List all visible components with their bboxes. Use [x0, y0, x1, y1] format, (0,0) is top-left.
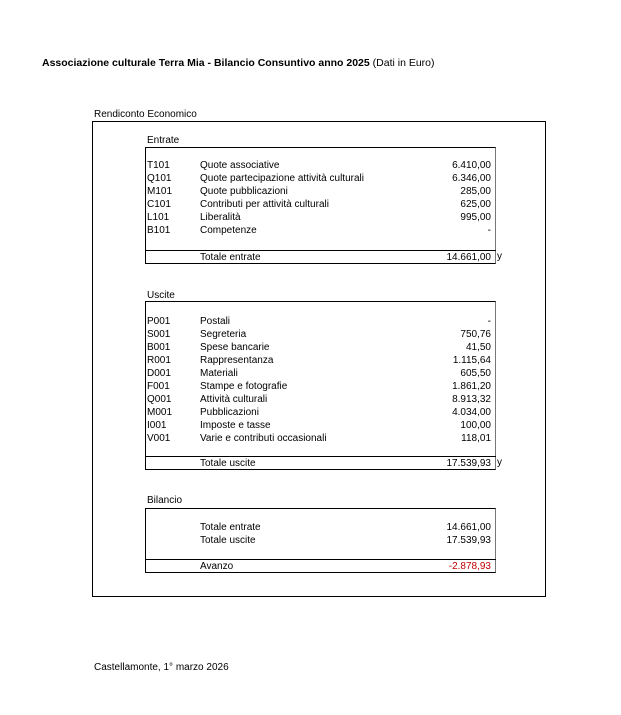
table-row: [146, 534, 495, 547]
row-code: T101: [147, 160, 170, 171]
row-code: V001: [147, 433, 171, 444]
row-code: L101: [147, 212, 170, 223]
row-code: M101: [147, 186, 173, 197]
row-desc: Spese bancarie: [200, 342, 270, 353]
row-amount: 118,01: [461, 433, 491, 444]
row-amount: 625,00: [460, 199, 491, 210]
row-desc: Quote pubblicazioni: [200, 186, 288, 197]
row-desc: Stampe e fotografie: [200, 381, 288, 392]
entrate-label: Entrate: [147, 135, 180, 146]
row-code: I001: [147, 420, 167, 431]
table-row: [146, 406, 495, 419]
row-amount: 17.539,93: [446, 535, 491, 546]
uscite-mark: y: [497, 457, 502, 468]
title-main: Associazione culturale Terra Mia - Bilancio Consuntivo anno 2025: [42, 57, 370, 69]
row-amount: 8.913,32: [452, 394, 491, 405]
bilancio-label: Bilancio: [147, 495, 183, 506]
row-amount: 4.034,00: [452, 407, 491, 418]
row-desc: Quote associative: [200, 160, 280, 171]
row-desc: Segreteria: [200, 329, 247, 340]
row-desc: Postali: [200, 316, 231, 327]
row-amount: 1.861,20: [452, 381, 491, 392]
total-row: [146, 457, 495, 470]
row-desc: Liberalità: [200, 212, 241, 223]
row-amount: 285,00: [460, 186, 491, 197]
table-row: [146, 211, 495, 224]
document-title: [42, 57, 435, 69]
table-row: [146, 380, 495, 393]
row-code: S001: [147, 329, 171, 340]
table-row: [146, 354, 495, 367]
total-label: Totale entrate: [200, 252, 261, 263]
table-row: [146, 185, 495, 198]
row-code: Q101: [147, 173, 172, 184]
table-row: [146, 367, 495, 380]
table-row: [146, 341, 495, 354]
row-code: R001: [147, 355, 171, 366]
row-desc: Varie e contributi occasionali: [200, 433, 327, 444]
row-amount: 750,76: [460, 329, 491, 340]
bilancio-table: [145, 508, 496, 573]
row-desc: Attività culturali: [200, 394, 268, 405]
table-row: [146, 432, 495, 445]
table-row: [146, 198, 495, 211]
row-desc: Pubblicazioni: [200, 407, 259, 418]
row-desc: Imposte e tasse: [200, 420, 271, 431]
row-desc: Materiali: [200, 368, 238, 379]
entrate-mark: y: [497, 251, 502, 262]
table-row: [146, 419, 495, 432]
row-code: P001: [147, 316, 171, 327]
table-row: [146, 224, 495, 237]
row-code: M001: [147, 407, 173, 418]
row-amount: -: [487, 316, 491, 327]
table-row: [146, 393, 495, 406]
row-code: F001: [147, 381, 170, 392]
row-amount: 6.410,00: [452, 160, 491, 171]
row-amount: 605,50: [460, 368, 491, 379]
row-amount: 14.661,00: [446, 522, 491, 533]
report-label: Rendiconto Economico: [94, 109, 197, 120]
row-desc: Competenze: [200, 225, 257, 236]
result-row: [146, 560, 495, 573]
place-date: Castellamonte, 1° marzo 2026: [94, 662, 229, 673]
total-label: Totale uscite: [200, 458, 256, 469]
row-desc: Contributi per attività culturali: [200, 199, 329, 210]
table-row: [146, 159, 495, 172]
row-amount: 995,00: [460, 212, 491, 223]
total-row: [146, 251, 495, 264]
table-row: [146, 328, 495, 341]
row-desc: Rappresentanza: [200, 355, 274, 366]
row-desc: Quote partecipazione attività culturali: [200, 173, 364, 184]
row-desc: Totale entrate: [200, 522, 261, 533]
result-label: Avanzo: [200, 561, 234, 572]
row-code: B101: [147, 225, 171, 236]
row-amount: -: [487, 225, 491, 236]
table-row: [146, 172, 495, 185]
table-row: [146, 521, 495, 534]
row-amount: 1.115,64: [452, 355, 491, 366]
row-desc: Totale uscite: [200, 535, 256, 546]
entrate-table: [145, 147, 496, 264]
uscite-table: [145, 301, 496, 470]
title-units: (Dati in Euro): [369, 57, 435, 69]
total-amount: 17.539,93: [446, 458, 491, 469]
row-amount: 100,00: [460, 420, 491, 431]
row-code: Q001: [147, 394, 172, 405]
row-code: C101: [147, 199, 171, 210]
result-amount: -2.878,93: [448, 561, 491, 572]
row-code: B001: [147, 342, 171, 353]
row-amount: 6.346,00: [452, 173, 491, 184]
row-code: D001: [147, 368, 171, 379]
uscite-label: Uscite: [147, 290, 175, 301]
table-row: [146, 315, 495, 328]
total-amount: 14.661,00: [446, 252, 491, 263]
row-amount: 41,50: [465, 342, 491, 353]
